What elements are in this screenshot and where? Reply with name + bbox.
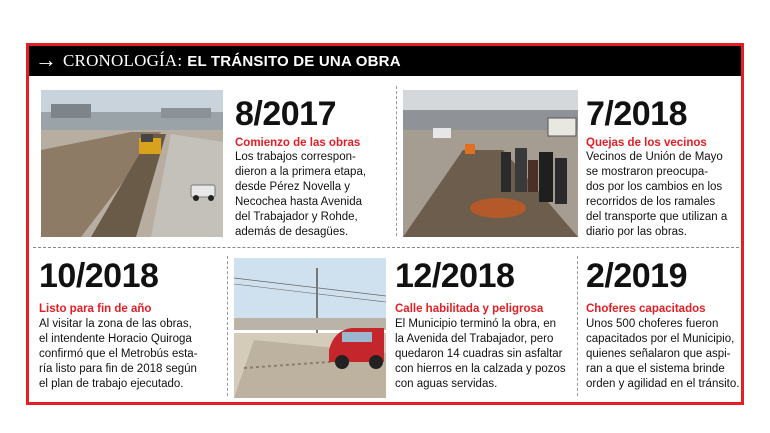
entry-body [586,150,746,240]
header-bar [29,46,741,76]
header-title-light: CRONOLOGÍA: [63,51,183,70]
column-divider [396,86,397,236]
entry-body [395,317,575,392]
entry-line: con aguas servidas. [395,378,498,390]
entry-line: quedaron 14 cuadras sin asfaltar [395,348,563,360]
timeline-frame [26,43,744,405]
entry-line: ría listo para fin de 2018 según [39,363,197,375]
entry-body [235,150,395,240]
entry-body [586,317,746,392]
entry-body [39,317,224,392]
column-divider [227,256,228,396]
arrow-right-icon: → [35,47,57,72]
photo-street-car [234,258,386,398]
entry-line: del Trabajador y Rohde, [235,211,358,223]
entry-line: la Avenida del Trabajador, pero [395,333,554,345]
entry-line: con hierros en la calzada y pozos [395,363,566,375]
entry-heading: Quejas de los vecinos [586,137,707,149]
photo-road-works [41,90,223,237]
entry-line: Necochea hasta Avenida [235,196,363,208]
entry-line: además de desagües. [235,226,349,238]
entry-line: quienes señalaron que aspi- [586,348,731,360]
entry-line: orden y agilidad en el tránsito. [586,378,740,390]
entry-year: 8/2017 [235,95,336,133]
entry-line: diario por las obras. [586,226,687,238]
entry-line: capacitados por el Municipio, [586,333,735,345]
entry-heading: Listo para fin de año [39,303,152,315]
entry-line: Los trabajos correspon- [235,151,356,163]
entry-line: Vecinos de Unión de Mayo [586,151,723,163]
entry-line: ran a que el sistema brinde [586,363,725,375]
entry-year: 12/2018 [395,257,515,295]
entry-line: Al visitar la zona de las obras, [39,318,192,330]
entry-line: recorridos de los ramales [586,196,716,208]
entry-year: 2/2019 [586,257,687,295]
entry-line: el intendente Horacio Quiroga [39,333,192,345]
entry-heading: Calle habilitada y peligrosa [395,303,544,315]
entry-year: 10/2018 [39,257,159,295]
entry-line: Unos 500 choferes fueron [586,318,719,330]
entry-line: dos por los cambios en los [586,181,723,193]
entry-heading: Comienzo de las obras [235,137,361,149]
header-title-bold: EL TRÁNSITO DE UNA OBRA [187,53,401,70]
entry-line: se mostraron preocupa- [586,166,709,178]
entry-line: desde Pérez Novella y [235,181,351,193]
header-title [63,51,401,72]
entry-line: confirmó que el Metrobús esta- [39,348,198,360]
entry-line: del transporte que utilizan a [586,211,728,223]
column-divider [577,256,578,396]
entry-line: El Municipio terminó la obra, en [395,318,557,330]
entry-line: el plan de trabajo ejecutado. [39,378,184,390]
entry-heading: Choferes capacitados [586,303,706,315]
photo-neighbors [403,90,578,237]
row-divider [33,247,739,248]
entry-year: 7/2018 [586,95,687,133]
entry-line: dieron a la primera etapa, [235,166,367,178]
